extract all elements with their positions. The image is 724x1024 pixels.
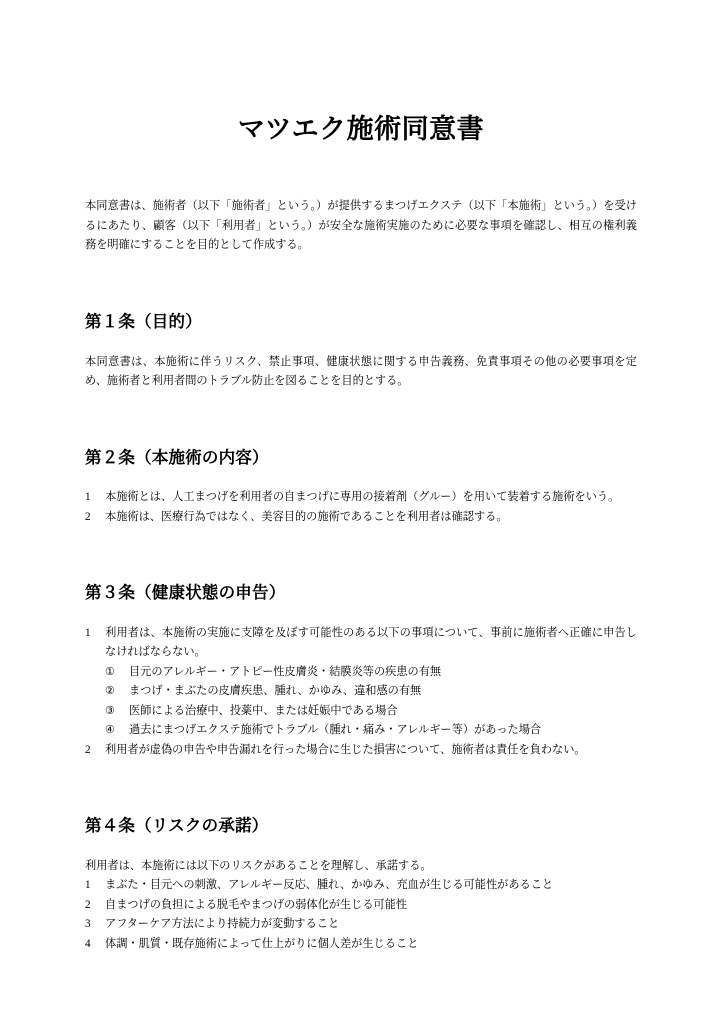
article-3-item — [85, 624, 637, 663]
article-2-heading: 第２条（本施術の内容） — [85, 447, 269, 467]
document-content — [85, 0, 637, 954]
list-text: まつげ・まぶたの皮膚疾患、腫れ、かゆみ、違和感の有無 — [129, 685, 422, 698]
list-text: 利用者は、本施術の実施に支障を及ぼす可能性のある以下の事項について、事前に施術者へ正確に申告しなければならない。 — [105, 626, 637, 659]
list-text: 過去にまつげエクステ施術でトラブル（腫れ・痛み・アレルギー等）があった場合 — [129, 724, 542, 737]
list-marker: 1 — [85, 626, 91, 639]
page-title: マツエク施術同意書 — [237, 114, 485, 145]
article-4-item — [85, 935, 637, 955]
article-4-heading: 第４条（リスクの承諾） — [85, 816, 269, 836]
article-3-subitem — [85, 721, 637, 741]
article-3-item — [85, 741, 637, 761]
list-marker: ② — [105, 685, 116, 698]
list-marker: 3 — [85, 918, 91, 931]
article-2-item — [85, 488, 637, 508]
article-4-lead: 利用者は、本施術には以下のリスクがあることを理解し、承諾する。 — [85, 859, 432, 872]
article-3-subitem — [85, 682, 637, 702]
article-4-item — [85, 915, 637, 935]
article-1-paragraph: 本同意書は、本施術に伴うリスク、禁止事項、健康状態に関する申告義務、免責事項その他の必要事項を定め、施術者と利用者間のトラブル防止を図ることを目的とする。 — [85, 355, 637, 388]
article-2 — [85, 392, 637, 528]
list-marker: 2 — [85, 898, 91, 911]
list-text: まぶた・目元への刺激、アレルギー反応、腫れ、かゆみ、充血が生じる可能性があること — [105, 879, 554, 892]
list-marker: ④ — [105, 724, 116, 737]
intro-paragraph: 本同意書は、施術者（以下「施術者」という。）が提供するまつげエクステ（以下「本施術」という。）を受けるにあたり、顧客（以下「利用者」という。）が安全な施術実施のために必要な事項を確認し、相互の権利義務を明確にすることを目的として作成する。 — [85, 200, 637, 252]
list-marker: 1 — [85, 491, 91, 504]
list-text: アフターケア方法により持続力が変動すること — [105, 918, 340, 931]
article-3 — [85, 527, 637, 760]
article-3-subitem — [85, 702, 637, 722]
list-marker: ① — [105, 665, 116, 678]
article-1-body — [85, 333, 637, 392]
list-text: 医師による治療中、投薬中、または妊娠中である場合 — [129, 704, 398, 717]
article-4 — [85, 760, 637, 954]
list-text: 目元のアレルギー・アトピー性皮膚炎・結膜炎等の疾患の有無 — [129, 665, 442, 678]
list-text: 本施術とは、人工まつげを利用者の自まつげに専用の接着剤（グルー）を用いて装着する施術をいう。 — [105, 491, 620, 504]
article-4-item — [85, 896, 637, 916]
list-text: 利用者が虚偽の申告や申告漏れを行った場合に生じた損害について、施術者は責任を負わない。 — [105, 743, 586, 756]
article-3-subitem — [85, 663, 637, 683]
list-marker: 2 — [85, 743, 91, 756]
article-4-item — [85, 876, 637, 896]
article-3-body — [85, 604, 637, 761]
article-1-heading: 第１条（目的） — [85, 311, 202, 331]
list-marker: ③ — [105, 704, 116, 717]
article-1 — [85, 256, 637, 392]
list-text: 本施術は、医療行為ではなく、美容目的の施術であることを利用者は確認する。 — [105, 510, 508, 523]
list-marker: 1 — [85, 879, 91, 892]
list-marker: 2 — [85, 510, 91, 523]
article-3-heading: 第３条（健康状態の申告） — [85, 583, 286, 603]
list-text: 自まつげの負担による脱毛やまつげの弱体化が生じる可能性 — [105, 898, 408, 911]
article-2-body — [85, 468, 637, 527]
article-4-body — [85, 837, 637, 955]
list-marker: 4 — [85, 937, 91, 950]
list-text: 体調・肌質・既存施術によって仕上がりに個人差が生じること — [105, 937, 419, 950]
article-2-item — [85, 508, 637, 528]
